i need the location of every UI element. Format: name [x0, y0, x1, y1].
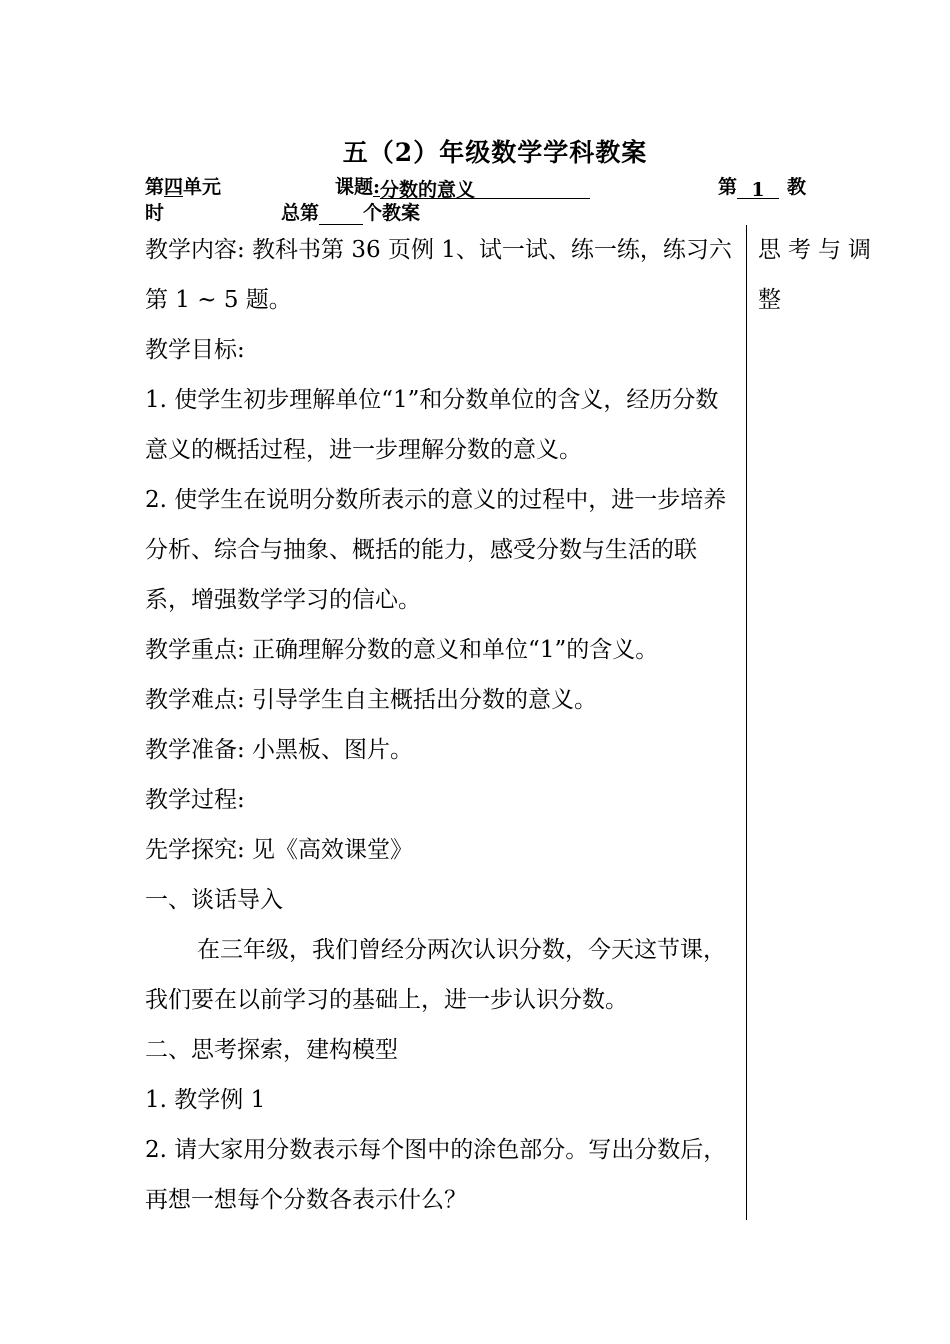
difficult-point: 教学难点: 引导学生自主概括出分数的意义。: [145, 687, 598, 713]
document-title: 五（2）年级数学学科教案: [342, 138, 648, 167]
key-point: 教学重点: 正确理解分数的意义和单位“1”的含义。: [145, 637, 659, 663]
step-2: 2. 请大家用分数表示每个图中的涂色部分。写出分数后，再想一想每个分数各表示什么？: [145, 1137, 727, 1213]
objective-2: 2. 使学生在说明分数所表示的意义的过程中，进一步培养分析、综合与抽象、概括的能力，感受分数与生活的联系，增强数学学习的信心。: [145, 487, 727, 613]
column-divider: [746, 225, 747, 1220]
lesson-number: 1: [737, 178, 779, 199]
lesson-period-char: 时: [145, 202, 165, 224]
teaching-content: 教学内容: 教科书第 36 页例 1、试一试、练一练，练习六第 1 ~ 5 题。: [145, 237, 732, 313]
section-2-heading: 二、思考探索，建构模型: [145, 1037, 398, 1063]
lesson-content: [145, 225, 740, 1225]
lesson-number-label: 第 1 教: [718, 176, 807, 201]
topic-underline: [380, 178, 590, 199]
teaching-objectives-heading: 教学目标:: [145, 337, 245, 363]
objective-1: 1. 使学生初步理解单位“1”和分数单位的含义，经历分数意义的概括过程，进一步理解分数的意义。: [145, 387, 719, 463]
topic-text: 分数的意义: [380, 179, 476, 201]
teaching-preparation: 教学准备: 小黑板、图片。: [145, 737, 414, 763]
total-plan-label: 总第 个教案: [281, 202, 421, 224]
reflection-column-label: 思考与调整: [758, 237, 878, 313]
unit-number: 四: [164, 176, 184, 198]
pre-study: 先学探究: 见《高效课堂》: [145, 837, 414, 863]
topic-label: 课题:分数的意义: [335, 175, 590, 199]
step-1: 1. 教学例 1: [145, 1087, 266, 1113]
section-1-heading: 一、谈话导入: [145, 887, 283, 913]
total-plan-blank: [319, 204, 363, 225]
section-1-text: 在三年级，我们曾经分两次认识分数，今天这节课，我们要在以前学习的基础上，进一步认识分数。: [145, 937, 726, 1013]
unit-label: 第四单元: [145, 176, 222, 198]
teaching-process-heading: 教学过程:: [145, 787, 245, 813]
